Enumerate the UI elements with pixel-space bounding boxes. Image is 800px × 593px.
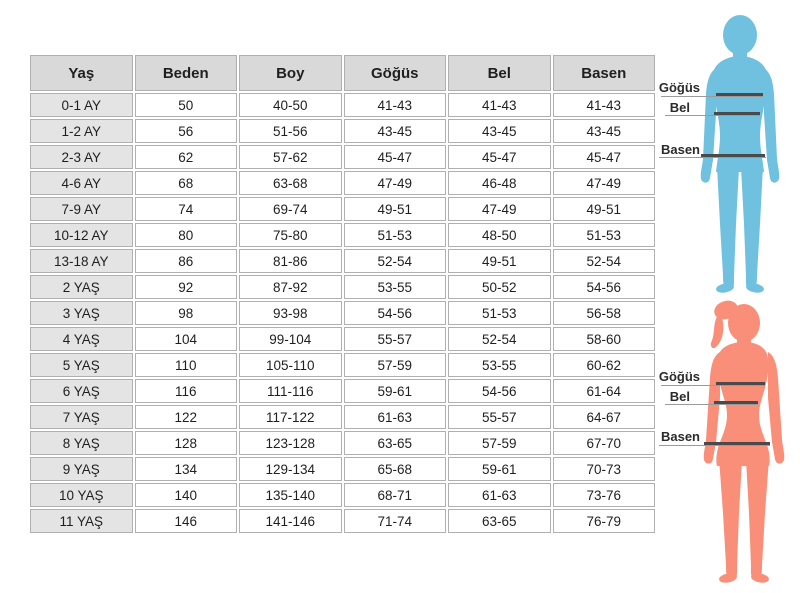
value-cell: 61-63 xyxy=(344,405,447,429)
child-waist-band xyxy=(714,112,760,115)
value-cell: 47-49 xyxy=(344,171,447,195)
value-cell: 99-104 xyxy=(239,327,342,351)
size-table-header xyxy=(30,55,655,91)
row-label-cell: 3 YAŞ xyxy=(30,301,133,325)
value-cell: 51-53 xyxy=(553,223,656,247)
table-row xyxy=(30,405,655,429)
value-cell: 59-61 xyxy=(344,379,447,403)
child-waist-line xyxy=(665,115,760,116)
value-cell: 57-59 xyxy=(344,353,447,377)
header-row xyxy=(30,55,655,91)
child-chest-line xyxy=(661,96,763,97)
value-cell: 129-134 xyxy=(239,457,342,481)
girl-chest-band xyxy=(716,382,765,385)
row-label-cell: 10 YAŞ xyxy=(30,483,133,507)
value-cell: 64-67 xyxy=(553,405,656,429)
value-cell: 116 xyxy=(135,379,238,403)
value-cell: 68-71 xyxy=(344,483,447,507)
value-cell: 57-62 xyxy=(239,145,342,169)
value-cell: 43-45 xyxy=(344,119,447,143)
value-cell: 134 xyxy=(135,457,238,481)
value-cell: 46-48 xyxy=(448,171,551,195)
value-cell: 52-54 xyxy=(448,327,551,351)
value-cell: 122 xyxy=(135,405,238,429)
value-cell: 51-53 xyxy=(448,301,551,325)
girl-waist-line xyxy=(665,404,758,405)
column-header: Basen xyxy=(553,55,656,91)
row-label-cell: 4-6 AY xyxy=(30,171,133,195)
table-row xyxy=(30,509,655,533)
value-cell: 86 xyxy=(135,249,238,273)
value-cell: 54-56 xyxy=(448,379,551,403)
value-cell: 69-74 xyxy=(239,197,342,221)
value-cell: 47-49 xyxy=(553,171,656,195)
column-header: Beden xyxy=(135,55,238,91)
value-cell: 56-58 xyxy=(553,301,656,325)
value-cell: 76-79 xyxy=(553,509,656,533)
girl-hips-label: Basen xyxy=(660,429,700,444)
child-chest-label: Göğüs xyxy=(658,80,700,95)
size-table xyxy=(28,53,657,535)
value-cell: 45-47 xyxy=(553,145,656,169)
value-cell: 80 xyxy=(135,223,238,247)
value-cell: 81-86 xyxy=(239,249,342,273)
value-cell: 93-98 xyxy=(239,301,342,325)
value-cell: 41-43 xyxy=(448,93,551,117)
column-header: Bel xyxy=(448,55,551,91)
table-row xyxy=(30,353,655,377)
value-cell: 87-92 xyxy=(239,275,342,299)
value-cell: 60-62 xyxy=(553,353,656,377)
table-row xyxy=(30,457,655,481)
column-header: Yaş xyxy=(30,55,133,91)
table-row xyxy=(30,249,655,273)
value-cell: 54-56 xyxy=(344,301,447,325)
value-cell: 59-61 xyxy=(448,457,551,481)
girl-hips-band xyxy=(704,442,770,445)
value-cell: 63-65 xyxy=(344,431,447,455)
value-cell: 75-80 xyxy=(239,223,342,247)
value-cell: 51-56 xyxy=(239,119,342,143)
value-cell: 73-76 xyxy=(553,483,656,507)
table-row xyxy=(30,379,655,403)
value-cell: 68 xyxy=(135,171,238,195)
value-cell: 92 xyxy=(135,275,238,299)
girl-waist-label: Bel xyxy=(669,389,690,404)
table-row xyxy=(30,301,655,325)
value-cell: 62 xyxy=(135,145,238,169)
value-cell: 54-56 xyxy=(553,275,656,299)
child-waist-label: Bel xyxy=(669,100,690,115)
row-label-cell: 10-12 AY xyxy=(30,223,133,247)
row-label-cell: 5 YAŞ xyxy=(30,353,133,377)
value-cell: 111-116 xyxy=(239,379,342,403)
value-cell: 47-49 xyxy=(448,197,551,221)
girl-chest-label: Göğüs xyxy=(658,369,700,384)
table-row xyxy=(30,483,655,507)
value-cell: 52-54 xyxy=(553,249,656,273)
value-cell: 48-50 xyxy=(448,223,551,247)
child-hips-line xyxy=(659,157,766,158)
value-cell: 58-60 xyxy=(553,327,656,351)
table-row xyxy=(30,327,655,351)
row-label-cell: 6 YAŞ xyxy=(30,379,133,403)
table-row xyxy=(30,223,655,247)
value-cell: 61-63 xyxy=(448,483,551,507)
value-cell: 74 xyxy=(135,197,238,221)
value-cell: 55-57 xyxy=(448,405,551,429)
row-label-cell: 4 YAŞ xyxy=(30,327,133,351)
table-row xyxy=(30,145,655,169)
girl-chest-line xyxy=(661,385,765,386)
value-cell: 117-122 xyxy=(239,405,342,429)
table-row xyxy=(30,197,655,221)
row-label-cell: 0-1 AY xyxy=(30,93,133,117)
row-label-cell: 9 YAŞ xyxy=(30,457,133,481)
value-cell: 141-146 xyxy=(239,509,342,533)
table-row xyxy=(30,119,655,143)
child-hips-label: Basen xyxy=(660,142,700,157)
value-cell: 51-53 xyxy=(344,223,447,247)
value-cell: 45-47 xyxy=(344,145,447,169)
value-cell: 56 xyxy=(135,119,238,143)
value-cell: 110 xyxy=(135,353,238,377)
row-label-cell: 2-3 AY xyxy=(30,145,133,169)
value-cell: 98 xyxy=(135,301,238,325)
value-cell: 52-54 xyxy=(344,249,447,273)
table-row xyxy=(30,171,655,195)
value-cell: 50 xyxy=(135,93,238,117)
value-cell: 104 xyxy=(135,327,238,351)
value-cell: 49-51 xyxy=(553,197,656,221)
value-cell: 55-57 xyxy=(344,327,447,351)
value-cell: 53-55 xyxy=(448,353,551,377)
value-cell: 49-51 xyxy=(448,249,551,273)
value-cell: 43-45 xyxy=(448,119,551,143)
value-cell: 50-52 xyxy=(448,275,551,299)
row-label-cell: 11 YAŞ xyxy=(30,509,133,533)
table-row xyxy=(30,93,655,117)
value-cell: 40-50 xyxy=(239,93,342,117)
girl-hips-line xyxy=(659,445,770,446)
value-cell: 63-68 xyxy=(239,171,342,195)
child-chest-band xyxy=(716,93,763,96)
value-cell: 63-65 xyxy=(448,509,551,533)
column-header: Göğüs xyxy=(344,55,447,91)
value-cell: 140 xyxy=(135,483,238,507)
value-cell: 57-59 xyxy=(448,431,551,455)
value-cell: 41-43 xyxy=(553,93,656,117)
value-cell: 135-140 xyxy=(239,483,342,507)
value-cell: 67-70 xyxy=(553,431,656,455)
value-cell: 65-68 xyxy=(344,457,447,481)
row-label-cell: 7 YAŞ xyxy=(30,405,133,429)
value-cell: 128 xyxy=(135,431,238,455)
row-label-cell: 13-18 AY xyxy=(30,249,133,273)
value-cell: 53-55 xyxy=(344,275,447,299)
value-cell: 61-64 xyxy=(553,379,656,403)
value-cell: 45-47 xyxy=(448,145,551,169)
value-cell: 71-74 xyxy=(344,509,447,533)
value-cell: 49-51 xyxy=(344,197,447,221)
size-table-body xyxy=(30,93,655,533)
value-cell: 43-45 xyxy=(553,119,656,143)
row-label-cell: 2 YAŞ xyxy=(30,275,133,299)
row-label-cell: 7-9 AY xyxy=(30,197,133,221)
value-cell: 105-110 xyxy=(239,353,342,377)
table-row xyxy=(30,431,655,455)
row-label-cell: 1-2 AY xyxy=(30,119,133,143)
table-row xyxy=(30,275,655,299)
girl-body-shape xyxy=(704,298,785,584)
girl-waist-band xyxy=(714,401,758,404)
value-cell: 41-43 xyxy=(344,93,447,117)
value-cell: 146 xyxy=(135,509,238,533)
row-label-cell: 8 YAŞ xyxy=(30,431,133,455)
column-header: Boy xyxy=(239,55,342,91)
value-cell: 123-128 xyxy=(239,431,342,455)
child-hips-band xyxy=(701,154,765,157)
value-cell: 70-73 xyxy=(553,457,656,481)
